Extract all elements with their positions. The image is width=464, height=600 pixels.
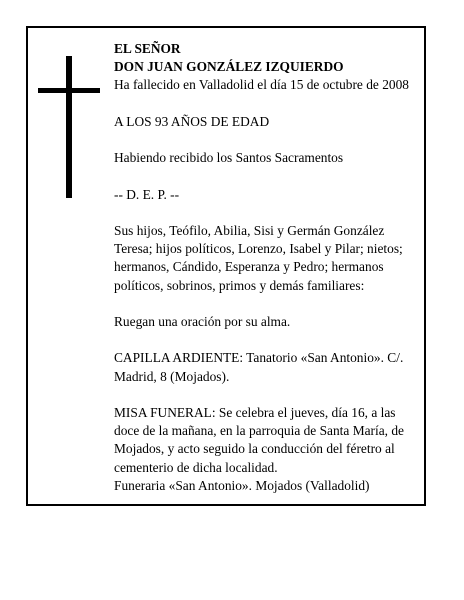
- sacraments-statement: Habiendo recibido los Santos Sacramentos: [114, 150, 344, 166]
- notice-title-line1: EL SEÑOR: [114, 41, 181, 56]
- mass-paragraph: MISA FUNERAL: Se celebra el jueves, día 16, a las doce de la mañana, en la parroquia de Santa María, de Mojados, y acto seguido la conducción del féretro al cementerio de dicha localidad.: [114, 404, 404, 475]
- chapel-paragraph: CAPILLA ARDIENTE: Tanatorio «San Antonio». C/. Madrid, 8 (Mojados).: [114, 350, 404, 384]
- deceased-name: DON JUAN GONZÁLEZ IZQUIERDO: [114, 59, 344, 75]
- cross-vertical-bar: [66, 56, 72, 198]
- cross-horizontal-bar: [38, 88, 100, 93]
- death-statement: Ha fallecido en Valladolid el día 15 de octubre de 2008: [114, 77, 409, 93]
- age-statement: A LOS 93 AÑOS DE EDAD: [114, 113, 270, 129]
- obituary-notice: [26, 26, 426, 506]
- prayer-request: Ruegan una oración por su alma.: [114, 313, 291, 329]
- family-paragraph: Sus hijos, Teófilo, Abilia, Sisi y Germán González Teresa; hijos políticos, Lorenzo, Isabel y Pilar; nietos; hermanos, Cándido, Esperanza y Pedro; hermanos políticos, sobrinos, primos y demás familiares:: [114, 222, 403, 293]
- funeral-home-line: Funeraria «San Antonio». Mojados (Valladolid): [114, 477, 370, 493]
- rip-line: -- D. E. P. --: [114, 186, 180, 202]
- notice-content: [114, 40, 422, 495]
